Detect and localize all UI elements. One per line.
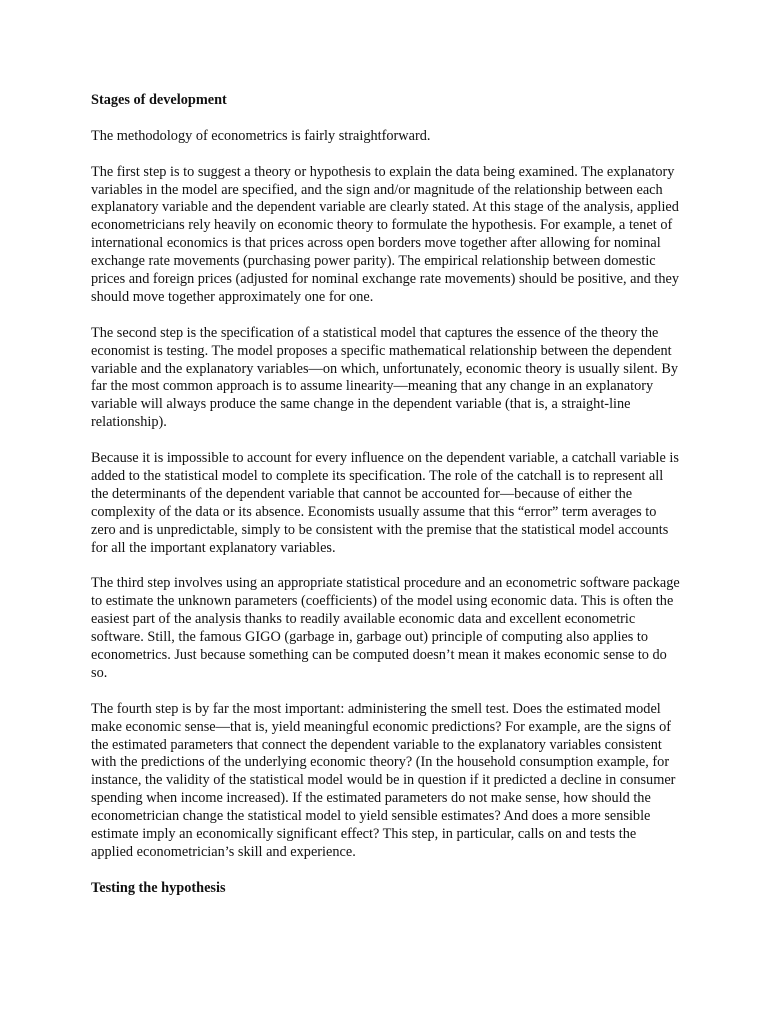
paragraph-third-step: The third step involves using an appropriate statistical procedure and an econometric software package to estimate the unknown parameters (coefficients) of the model using economic data. This is often the easiest part of the analysis thanks to readily available economic data and excellent econometric software. Still, the famous GIGO (garbage in, garbage out) principle of computing also applies to econometrics. Just because something can be computed doesn’t mean it makes economic sense to do so. (91, 575, 680, 681)
paragraph-second-step: The second step is the specification of a statistical model that captures the essence of the theory the economist is testing. The model proposes a specific mathematical relationship between the dependent variable and the explanatory variables—on which, unfortunately, economic theory is usually silent. By far the most common approach is to assume linearity—meaning that any change in an explanatory variable will always produce the same change in the dependent variable (that is, a straight-line relationship). (91, 324, 679, 431)
section-heading-testing: Testing the hypothesis (91, 879, 226, 896)
paragraph-intro: The methodology of econometrics is fairly straightforward. (91, 127, 431, 144)
paragraph-fourth-step: The fourth step is by far the most important: administering the smell test. Does the estimated model make economic sense—that is, yield meaningful economic predictions? For example, are the signs of the estimated parameters that connect the dependent variable to the explanatory variables consistent with the predictions of the underlying economic theory? (In the household consumption example, for instance, the validity of the statistical model would be in question if it predicted a decline in consumer spending when income increased). If the estimated parameters do not make sense, how should the econometrician change the statistical model to yield sensible estimates? And does a more sensible estimate imply an economically significant effect? This step, in particular, calls on and tests the applied econometrician’s skill and experience. (91, 700, 676, 860)
spacer (91, 307, 681, 325)
section-heading-stages: Stages of development (91, 92, 227, 108)
spacer (91, 683, 681, 701)
spacer (91, 862, 681, 880)
paragraph-catchall: Because it is impossible to account for every influence on the dependent variable, a catchall variable is added to the statistical model to complete its specification. The role of the catchall is to represent all the determinants of the dependent variable that cannot be accounted for—because of either the complexity of the data or its absence. Economists usually assume that this “error” term averages to zero and is unpredictable, simply to be consistent with the premise that the statistical model accounts for all the important explanatory variables. (91, 450, 679, 556)
spacer (91, 146, 681, 164)
spacer (91, 110, 681, 128)
paragraph-first-step: The first step is to suggest a theory or hypothesis to explain the data being examined. The explanatory variables in the model are specified, and the sign and/or magnitude of the relationship between each explanatory variable and the dependent variable are clearly stated. At this stage of the analysis, applied econometricians rely heavily on economic theory to formulate the hypothesis. For example, a tenet of international economics is that prices across open borders move together after allowing for nominal exchange rate movements (purchasing power parity). The empirical relationship between domestic prices and foreign prices (adjusted for nominal exchange rate movements) should be positive, and they should move together approximately one for one. (91, 163, 679, 305)
spacer (91, 432, 681, 450)
document-page (91, 92, 681, 898)
spacer (91, 558, 681, 576)
